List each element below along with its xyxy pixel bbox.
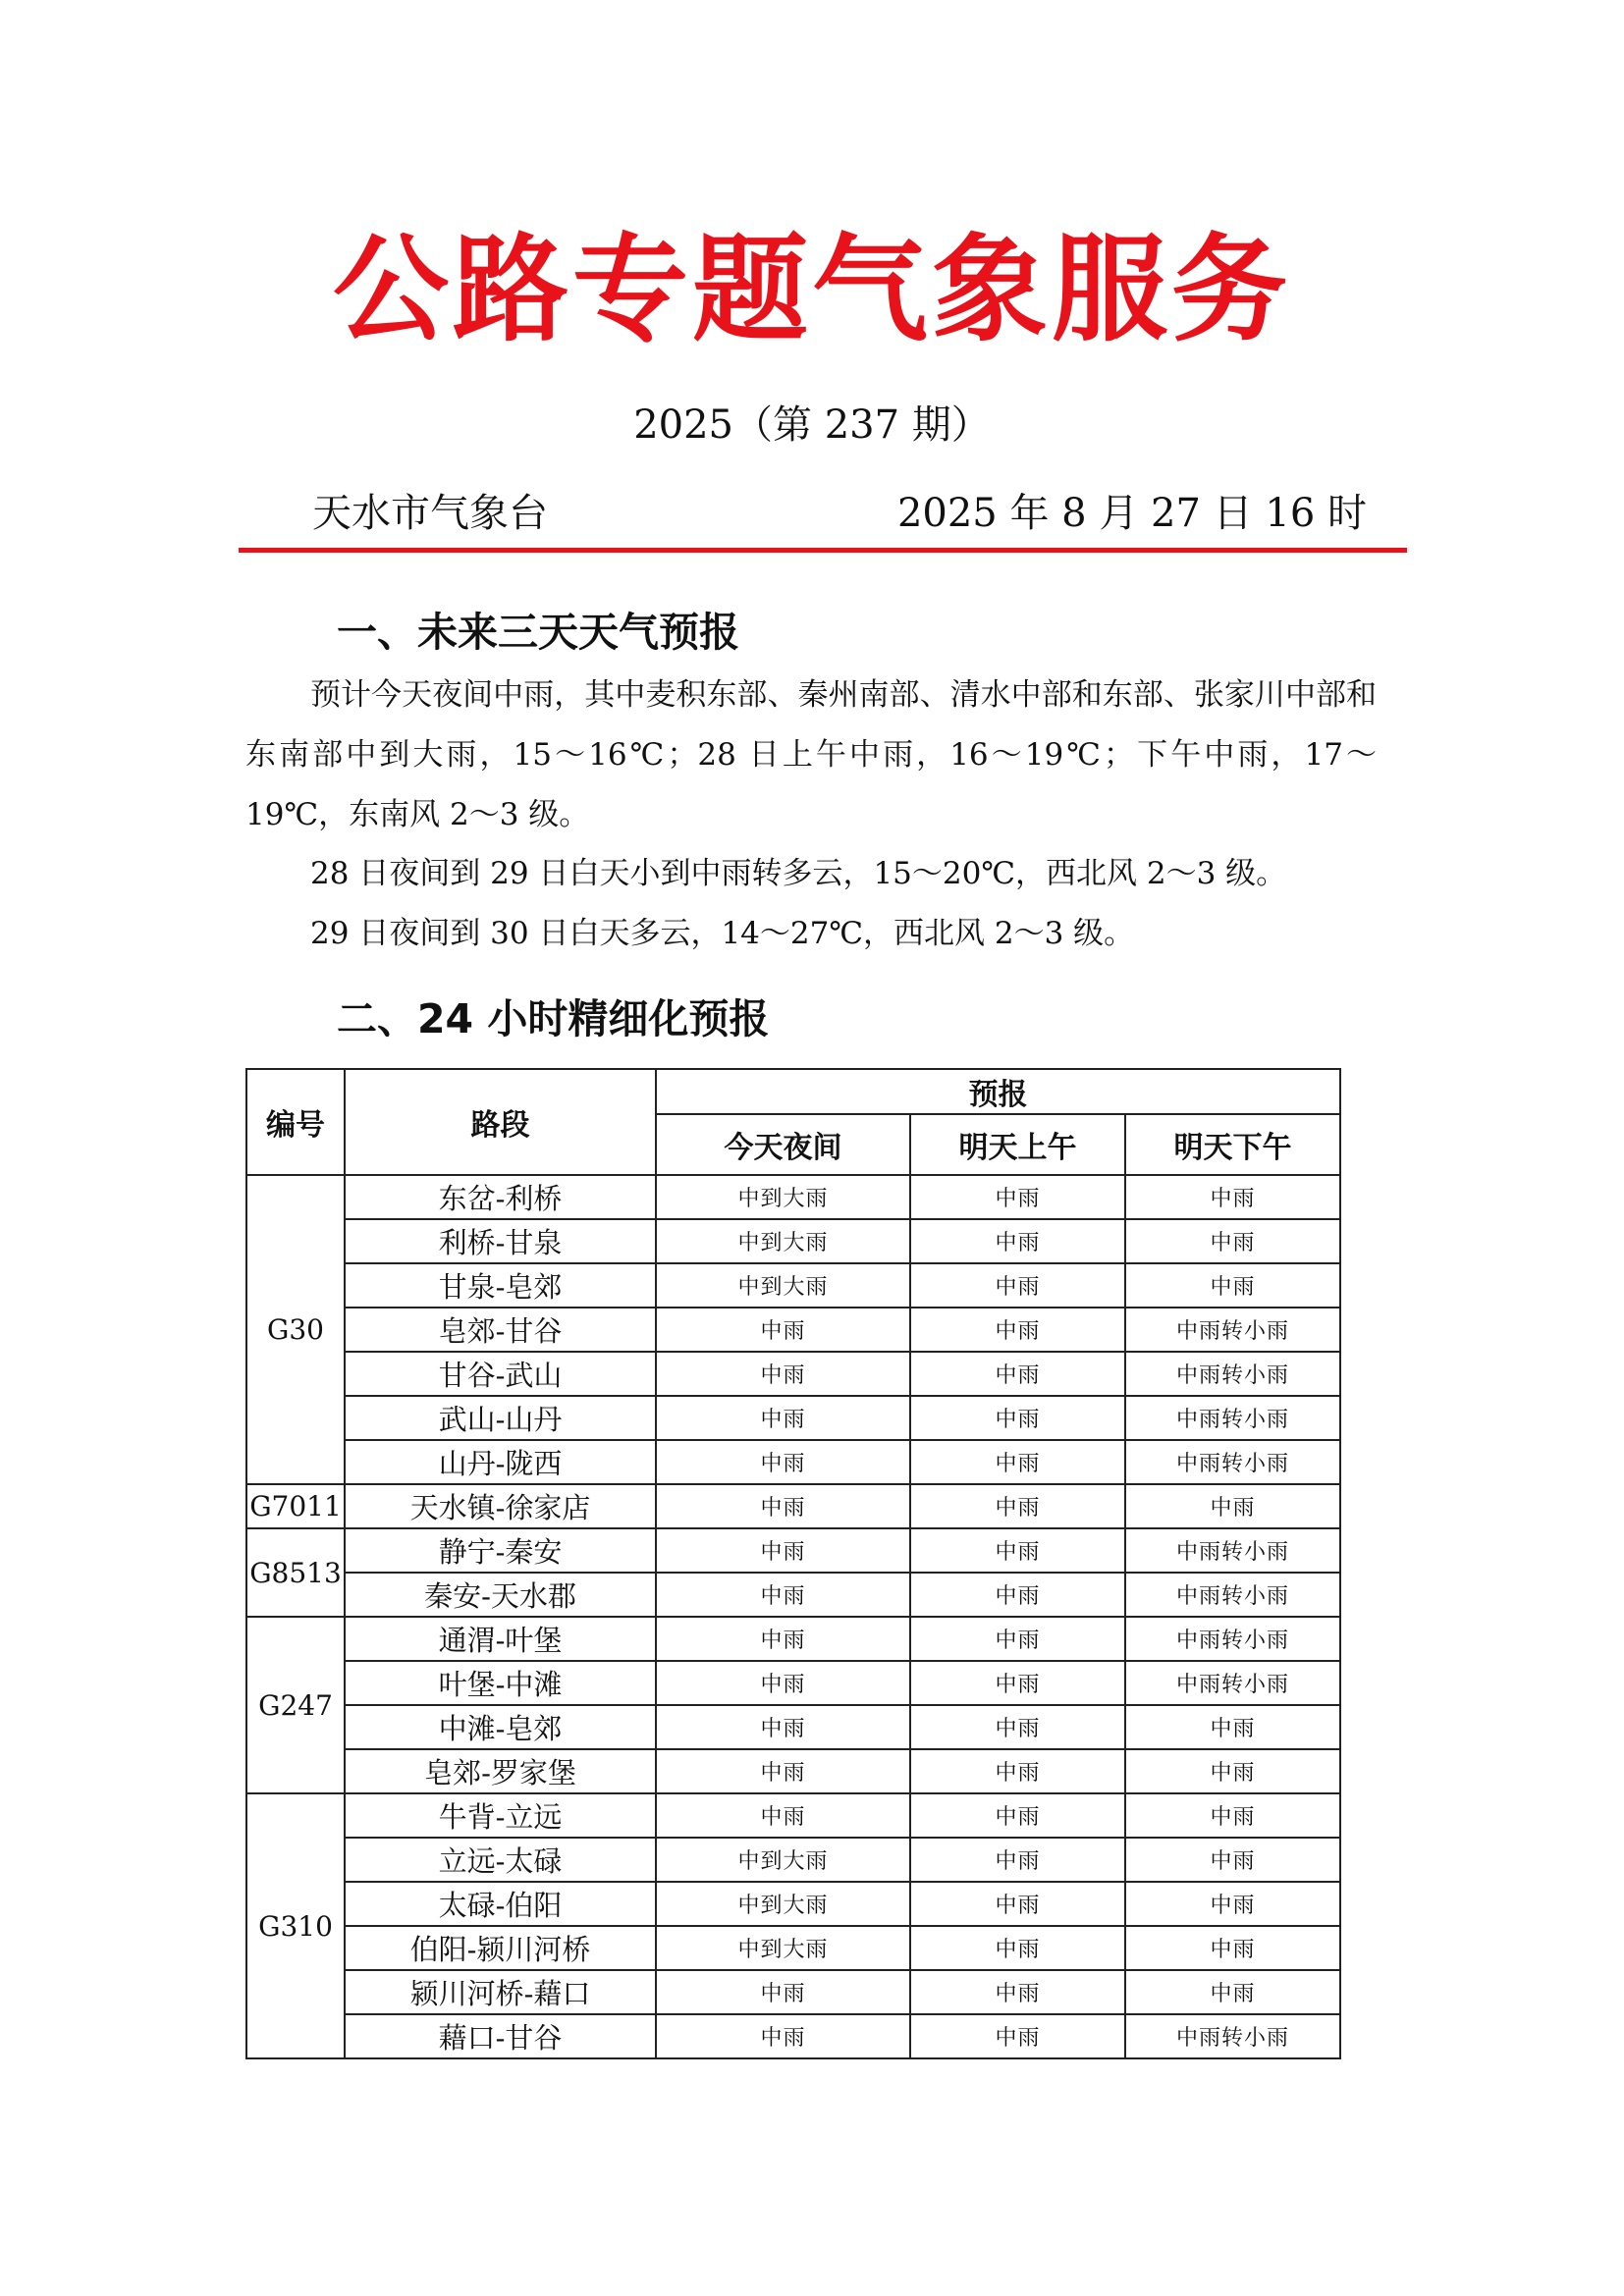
header-segment: 路段 [345, 1069, 656, 1175]
forecast-tomorrow-am: 中雨 [910, 1926, 1125, 1970]
forecast-tonight: 中雨 [656, 1484, 910, 1528]
table-row [246, 1396, 1340, 1440]
table-row [246, 1705, 1340, 1749]
forecast-tomorrow-am: 中雨 [910, 2014, 1125, 2058]
road-segment: 甘泉-皂郊 [345, 1263, 656, 1308]
road-segment: 伯阳-颍川河桥 [345, 1926, 656, 1970]
road-segment: 立远-太碌 [345, 1838, 656, 1882]
table-row [246, 1440, 1340, 1484]
forecast-tomorrow-am: 中雨 [910, 1882, 1125, 1926]
forecast-tonight: 中到大雨 [656, 1175, 910, 1219]
road-segment: 颍川河桥-藉口 [345, 1970, 656, 2014]
forecast-tomorrow-am: 中雨 [910, 1440, 1125, 1484]
table-row [246, 1573, 1340, 1617]
header-tomorrow-pm: 明天下午 [1125, 1114, 1340, 1175]
road-segment: 武山-山丹 [345, 1396, 656, 1440]
forecast-tomorrow-pm: 中雨 [1125, 1970, 1340, 2014]
forecast-tonight: 中雨 [656, 1396, 910, 1440]
table-row [246, 1926, 1340, 1970]
forecast-paragraph: 28 日夜间到 29 日白天小到中雨转多云，15～20℃，西北风 2～3 级。 [310, 856, 1287, 891]
table-row [246, 1749, 1340, 1793]
forecast-tomorrow-pm: 中雨 [1125, 1838, 1340, 1882]
route-code: G7011 [246, 1484, 345, 1528]
table-row [246, 1308, 1340, 1352]
forecast-tomorrow-pm: 中雨转小雨 [1125, 1440, 1340, 1484]
forecast-tomorrow-am: 中雨 [910, 1838, 1125, 1882]
forecast-tomorrow-pm: 中雨转小雨 [1125, 1352, 1340, 1396]
forecast-tomorrow-am: 中雨 [910, 1617, 1125, 1661]
table-row [246, 1838, 1340, 1882]
forecast-tomorrow-am: 中雨 [910, 1573, 1125, 1617]
forecast-tomorrow-am: 中雨 [910, 1528, 1125, 1573]
forecast-tomorrow-pm: 中雨转小雨 [1125, 2014, 1340, 2058]
forecast-tonight: 中雨 [656, 1793, 910, 1838]
road-segment: 太碌-伯阳 [345, 1882, 656, 1926]
road-forecast-table [245, 1068, 1341, 2059]
forecast-tonight: 中雨 [656, 1749, 910, 1793]
table-body [246, 1175, 1340, 2058]
road-segment: 藉口-甘谷 [345, 2014, 656, 2058]
road-segment: 天水镇-徐家店 [345, 1484, 656, 1528]
forecast-tonight: 中雨 [656, 1440, 910, 1484]
issue-number: 2025（第 237 期） [633, 402, 991, 448]
document-title: 公路专题气象服务 [332, 222, 1291, 357]
route-code: G30 [246, 1175, 345, 1484]
forecast-tomorrow-am: 中雨 [910, 1970, 1125, 2014]
forecast-tonight: 中到大雨 [656, 1263, 910, 1308]
road-segment: 中滩-皂郊 [345, 1705, 656, 1749]
table-row [246, 1617, 1340, 1661]
table-row [246, 1263, 1340, 1308]
forecast-tonight: 中到大雨 [656, 1838, 910, 1882]
table-row [246, 1484, 1340, 1528]
header-divider [239, 548, 1407, 553]
forecast-tomorrow-pm: 中雨转小雨 [1125, 1528, 1340, 1573]
forecast-tomorrow-pm: 中雨 [1125, 1219, 1340, 1263]
route-code: G310 [246, 1793, 345, 2058]
road-segment: 静宁-秦安 [345, 1528, 656, 1573]
forecast-tomorrow-pm: 中雨 [1125, 1749, 1340, 1793]
forecast-tomorrow-pm: 中雨 [1125, 1263, 1340, 1308]
forecast-tomorrow-am: 中雨 [910, 1352, 1125, 1396]
forecast-tomorrow-am: 中雨 [910, 1263, 1125, 1308]
forecast-paragraph: 29 日夜间到 30 日白天多云，14～27℃，西北风 2～3 级。 [310, 916, 1135, 951]
forecast-tomorrow-am: 中雨 [910, 1484, 1125, 1528]
forecast-tonight: 中雨 [656, 1970, 910, 2014]
forecast-tomorrow-am: 中雨 [910, 1705, 1125, 1749]
forecast-tonight: 中雨 [656, 1528, 910, 1573]
section2-heading: 二、24 小时精细化预报 [337, 995, 770, 1042]
road-segment: 秦安-天水郡 [345, 1573, 656, 1617]
forecast-tomorrow-pm: 中雨转小雨 [1125, 1573, 1340, 1617]
header-code: 编号 [246, 1069, 345, 1175]
forecast-tomorrow-am: 中雨 [910, 1793, 1125, 1838]
road-segment: 皂郊-罗家堡 [345, 1749, 656, 1793]
header-forecast: 预报 [656, 1069, 1340, 1114]
road-segment: 利桥-甘泉 [345, 1219, 656, 1263]
section1-heading: 一、未来三天天气预报 [337, 609, 739, 656]
forecast-tomorrow-pm: 中雨转小雨 [1125, 1617, 1340, 1661]
table-row [246, 1793, 1340, 1838]
forecast-tomorrow-pm: 中雨转小雨 [1125, 1661, 1340, 1705]
forecast-tonight: 中到大雨 [656, 1219, 910, 1263]
table-row [246, 2014, 1340, 2058]
route-code: G247 [246, 1617, 345, 1793]
forecast-tomorrow-am: 中雨 [910, 1661, 1125, 1705]
forecast-tonight: 中到大雨 [656, 1882, 910, 1926]
forecast-tomorrow-pm: 中雨 [1125, 1882, 1340, 1926]
table-row [246, 1528, 1340, 1573]
table-row [246, 1219, 1340, 1263]
forecast-tomorrow-pm: 中雨转小雨 [1125, 1396, 1340, 1440]
forecast-tomorrow-pm: 中雨 [1125, 1705, 1340, 1749]
forecast-tomorrow-pm: 中雨转小雨 [1125, 1308, 1340, 1352]
forecast-tonight: 中雨 [656, 1573, 910, 1617]
forecast-tomorrow-pm: 中雨 [1125, 1175, 1340, 1219]
forecast-tonight: 中雨 [656, 1617, 910, 1661]
forecast-tonight: 中雨 [656, 2014, 910, 2058]
route-code: G8513 [246, 1528, 345, 1617]
road-segment: 通渭-叶堡 [345, 1617, 656, 1661]
issue-date: 2025 年 8 月 27 日 16 时 [896, 491, 1367, 536]
forecast-tomorrow-pm: 中雨 [1125, 1793, 1340, 1838]
forecast-tomorrow-pm: 中雨 [1125, 1926, 1340, 1970]
forecast-tomorrow-am: 中雨 [910, 1308, 1125, 1352]
table-row [246, 1882, 1340, 1926]
forecast-tonight: 中雨 [656, 1705, 910, 1749]
forecast-tonight: 中雨 [656, 1308, 910, 1352]
table-row [246, 1175, 1340, 1219]
forecast-tonight: 中雨 [656, 1352, 910, 1396]
forecast-tomorrow-am: 中雨 [910, 1396, 1125, 1440]
forecast-tomorrow-am: 中雨 [910, 1749, 1125, 1793]
forecast-tomorrow-am: 中雨 [910, 1175, 1125, 1219]
header-tonight: 今天夜间 [656, 1114, 910, 1175]
forecast-tomorrow-pm: 中雨 [1125, 1484, 1340, 1528]
forecast-tonight: 中到大雨 [656, 1926, 910, 1970]
table-row [246, 1352, 1340, 1396]
road-segment: 叶堡-中滩 [345, 1661, 656, 1705]
table-row [246, 1661, 1340, 1705]
forecast-tonight: 中雨 [656, 1661, 910, 1705]
road-segment: 甘谷-武山 [345, 1352, 656, 1396]
road-segment: 东岔-利桥 [345, 1175, 656, 1219]
road-segment: 山丹-陇西 [345, 1440, 656, 1484]
road-segment: 牛背-立远 [345, 1793, 656, 1838]
header-tomorrow-am: 明天上午 [910, 1114, 1125, 1175]
table-row [246, 1970, 1340, 2014]
issuing-organization: 天水市气象台 [312, 491, 548, 536]
forecast-tomorrow-am: 中雨 [910, 1219, 1125, 1263]
forecast-paragraph: 预计今天夜间中雨，其中麦积东部、秦州南部、清水中部和东部、张家川中部和东南部中到大雨，15～16℃；28 日上午中雨，16～19℃；下午中雨，17～19℃，东南风 2～3 级。 [245, 677, 1377, 832]
road-segment: 皂郊-甘谷 [345, 1308, 656, 1352]
